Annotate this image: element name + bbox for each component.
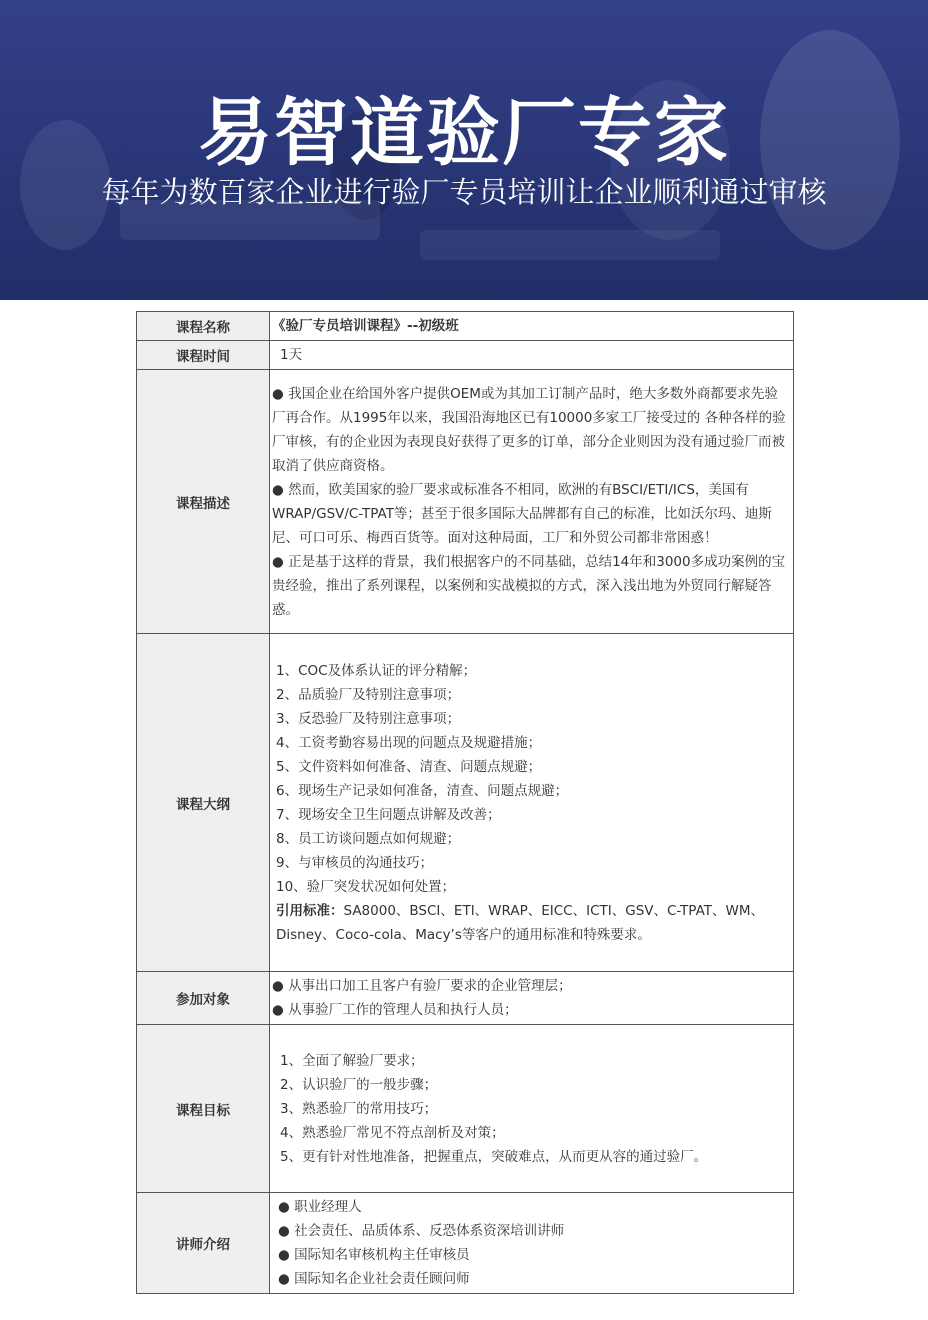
course-info-table: [136, 311, 794, 1294]
goal-item: 1、全面了解验厂要求；: [280, 1052, 424, 1069]
course-time-label: 课程时间: [137, 341, 270, 370]
outline-item: 1、COC及体系认证的评分精解；: [276, 662, 477, 679]
hero-banner: [0, 0, 928, 300]
banner-subtitle: 每年为数百家企业进行验厂专员培训让企业顺利通过审核: [101, 175, 827, 209]
description-paragraph: ● 我国企业在给国外客户提供OEM或为其加工订制产品时，绝大多数外商都要求先验厂再合作。从1995年以来，我国沿海地区已有10000多家工厂接受过的 各种各样的验厂审核，有的企业因为表现良好获得了更多的订单，部分企业则因为没有通过验厂而被取消了供应商资格。: [272, 385, 786, 474]
outline-item: 9、与审核员的沟通技巧；: [276, 854, 434, 871]
outline-item: 2、品质验厂及特别注意事项；: [276, 686, 461, 703]
row-audience: [137, 972, 794, 1025]
trainer-item: ● 社会责任、品质体系、反恐体系资深培训讲师: [278, 1223, 565, 1239]
course-description-value: [270, 370, 794, 634]
audience-item: ● 从事验厂工作的管理人员和执行人员；: [272, 1002, 518, 1018]
row-course-description: [137, 370, 794, 634]
outline-item: 8、员工访谈问题点如何规避；: [276, 830, 461, 847]
course-outline-label: 课程大纲: [137, 634, 270, 972]
course-description-label: 课程描述: [137, 370, 270, 634]
row-course-name: [137, 312, 794, 341]
trainer-value: [270, 1193, 794, 1294]
outline-item: 4、工资考勤容易出现的问题点及规避措施；: [276, 734, 542, 751]
row-trainer: [137, 1193, 794, 1294]
audience-label: 参加对象: [137, 972, 270, 1025]
outline-item: 3、反恐验厂及特别注意事项；: [276, 710, 461, 727]
reference-standards-text: SA8000、BSCI、ETI、WRAP、EICC、ICTI、GSV、C-TPAT、WM、Disney、Coco-cola、Macy’s等客户的通用标准和特殊要求。: [276, 902, 765, 943]
goal-item: 5、更有针对性地准备，把握重点，突破难点，从而更从容的通过验厂。: [280, 1148, 708, 1165]
course-time-value: 1天: [270, 341, 794, 370]
row-course-time: [137, 341, 794, 370]
reference-standards-label: 引用标准：: [276, 902, 344, 919]
course-goals-label: 课程目标: [137, 1025, 270, 1193]
row-course-goals: [137, 1025, 794, 1193]
goal-item: 2、认识验厂的一般步骤；: [280, 1076, 438, 1093]
banner-title: 易智道验厂专家: [198, 90, 730, 176]
background-photo-desk: [420, 230, 720, 260]
course-name-label: 课程名称: [137, 312, 270, 341]
outline-item: 10、验厂突发状况如何处置；: [276, 878, 456, 895]
course-name-value: 《验厂专员培训课程》--初级班: [270, 312, 794, 341]
audience-item: ● 从事出口加工且客户有验厂要求的企业管理层；: [272, 978, 572, 994]
description-paragraph: ● 正是基于这样的背景，我们根据客户的不同基础，总结14年和3000多成功案例的宝贵经验，推出了系列课程，以案例和实战模拟的方式，深入浅出地为外贸同行解疑答惑。: [272, 553, 786, 618]
outline-reference: [272, 899, 789, 947]
course-goals-value: [270, 1025, 794, 1193]
goal-item: 3、熟悉验厂的常用技巧；: [280, 1100, 438, 1117]
trainer-label: 讲师介绍: [137, 1193, 270, 1294]
trainer-item: ● 国际知名审核机构主任审核员: [278, 1247, 470, 1263]
goal-item: 4、熟悉验厂常见不符点剖析及对策；: [280, 1124, 505, 1141]
trainer-item: ● 职业经理人: [278, 1199, 362, 1215]
outline-item: 5、文件资料如何准备、清查、问题点规避；: [276, 758, 542, 775]
audience-value: [270, 972, 794, 1025]
course-outline-value: [270, 634, 794, 972]
outline-item: 7、现场安全卫生问题点讲解及改善；: [276, 806, 501, 823]
row-course-outline: [137, 634, 794, 972]
outline-item: 6、现场生产记录如何准备，清查、问题点规避；: [276, 782, 569, 799]
trainer-item: ● 国际知名企业社会责任顾问师: [278, 1271, 470, 1287]
description-paragraph: ● 然而，欧美国家的验厂要求或标准各不相同，欧洲的有BSCI/ETI/ICS，美国有WRAP/GSV/C-TPAT等；甚至于很多国际大品牌都有自己的标准，比如沃尔玛、迪斯尼、可口可乐、梅西百货等。面对这种局面，工厂和外贸公司都非常困惑！: [272, 481, 772, 546]
